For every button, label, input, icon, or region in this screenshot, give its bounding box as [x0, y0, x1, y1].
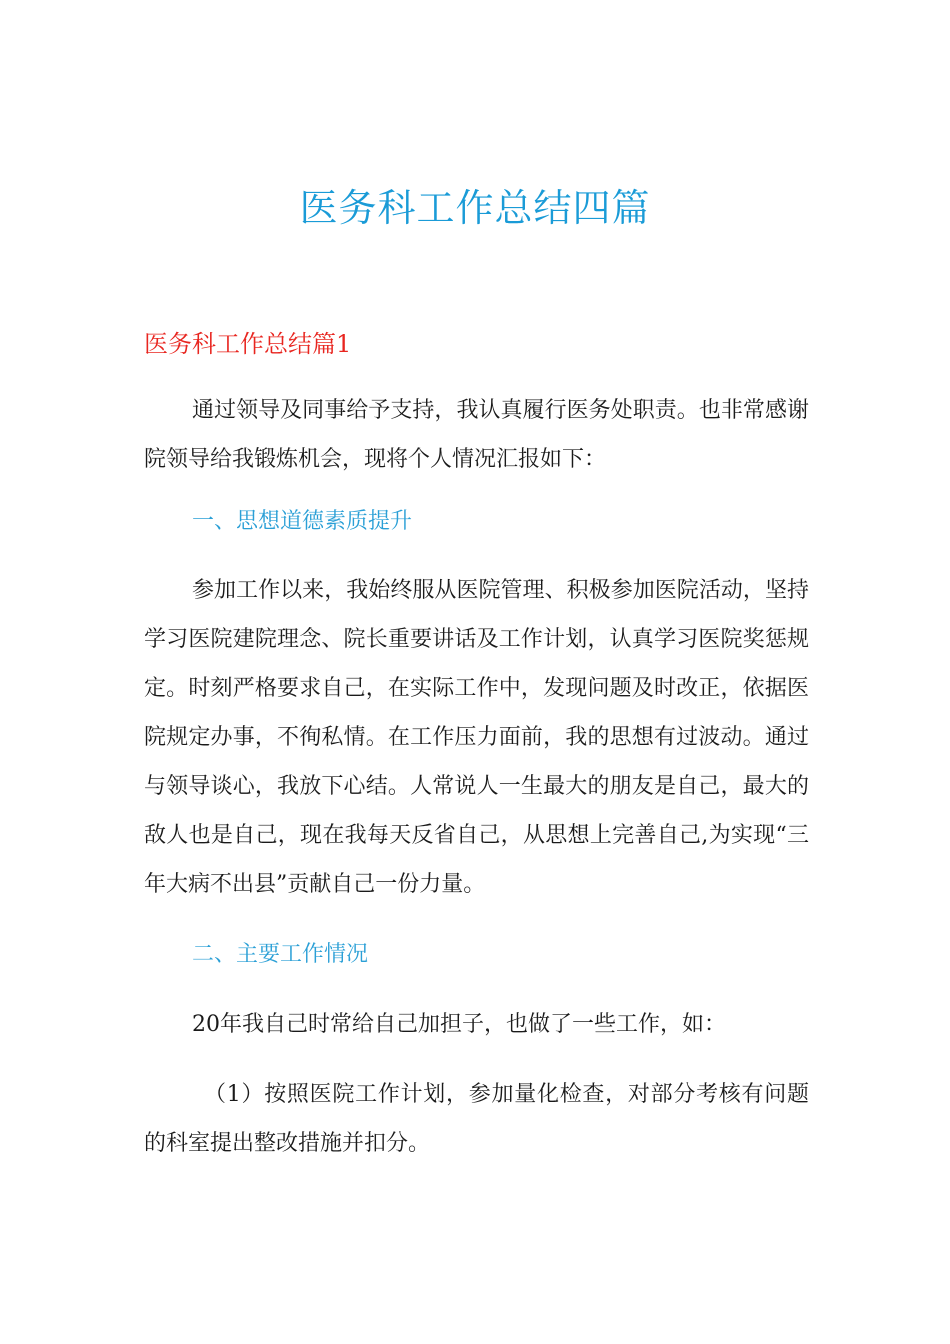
subheading-main-work: 二、主要工作情况 — [192, 942, 369, 967]
intro-paragraph: 通过领导及同事给予支持，我认真履行医务处职责。也非常感谢院领导给我锻炼机会，现将个人情况汇报如下： — [144, 398, 809, 472]
work-item-1-paragraph: （1）按照医院工作计划，参加量化检查，对部分考核有问题的科室提出整改措施并扣分。 — [144, 1082, 809, 1156]
moral-quality-paragraph: 参加工作以来，我始终服从医院管理、积极参加医院活动，坚持学习医院建院理念、院长重要讲话及工作计划，认真学习医院奖惩规定。时刻严格要求自己，在实际工作中，发现问题及时改正，依据医院规定办事，不徇私情。在工作压力面前，我的思想有过波动。通过与领导谈心，我放下心结。人常说人一生最大的朋友是自己，最大的敌人也是自己，现在我每天反省自己，从思想上完善自己,为实现“三年大病不出县”贡献自己一份力量。 — [144, 578, 809, 897]
main-work-paragraph: 20年我自己时常给自己加担子，也做了一些工作，如： — [192, 1012, 726, 1037]
document-title: 医务科工作总结四篇 — [299, 186, 651, 230]
section-title: 医务科工作总结篇1 — [144, 330, 352, 358]
subheading-moral-quality: 一、思想道德素质提升 — [192, 509, 413, 534]
